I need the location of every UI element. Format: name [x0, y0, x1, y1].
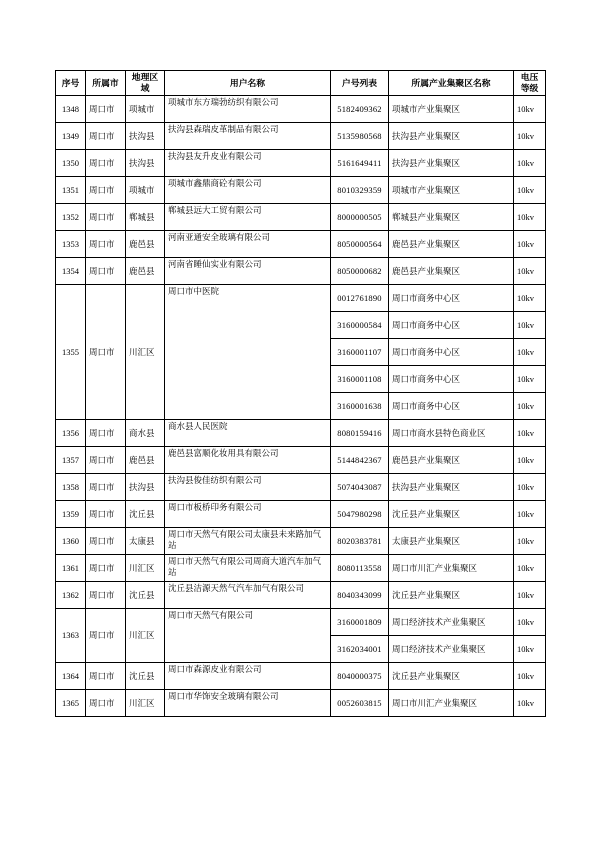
cell-region: 郸城县: [126, 204, 165, 231]
cell-account-number: 5047980298: [331, 501, 389, 528]
cell-user-name: 周口市华饰安全玻璃有限公司: [165, 690, 331, 717]
cell-seq: 1355: [56, 285, 86, 420]
cell-account-number: 3160001108: [331, 366, 389, 393]
cell-cluster-name: 郸城县产业集聚区: [389, 204, 514, 231]
cell-user-name: 河南亚通安全玻璃有限公司: [165, 231, 331, 258]
table-row: [56, 690, 546, 717]
cell-user-name: 扶沟县友升皮业有限公司: [165, 150, 331, 177]
table-header-row: [56, 71, 546, 96]
cell-region: 沈丘县: [126, 663, 165, 690]
table-row: [56, 177, 546, 204]
cell-account-number: 8020383781: [331, 528, 389, 555]
cell-city: 周口市: [86, 447, 126, 474]
cell-seq: 1353: [56, 231, 86, 258]
cell-voltage-level: 10kv: [514, 555, 546, 582]
cell-account-number: 0012761890: [331, 285, 389, 312]
table-row: [56, 420, 546, 447]
table-row: [56, 258, 546, 285]
cell-region: 项城市: [126, 96, 165, 123]
cell-account-number: 3162034001: [331, 636, 389, 663]
cell-region: 沈丘县: [126, 501, 165, 528]
cell-region: 川汇区: [126, 609, 165, 663]
cell-seq: 1358: [56, 474, 86, 501]
cell-voltage-level: 10kv: [514, 582, 546, 609]
cell-seq: 1365: [56, 690, 86, 717]
cell-cluster-name: 周口市商务中心区: [389, 393, 514, 420]
cell-voltage-level: 10kv: [514, 609, 546, 636]
table-row: [56, 528, 546, 555]
cell-cluster-name: 周口市商水县特色商业区: [389, 420, 514, 447]
cell-seq: 1354: [56, 258, 86, 285]
cell-voltage-level: 10kv: [514, 528, 546, 555]
cell-cluster-name: 周口市川汇产业集聚区: [389, 555, 514, 582]
cell-region: 太康县: [126, 528, 165, 555]
cell-voltage-level: 10kv: [514, 501, 546, 528]
cell-account-number: 8010329359: [331, 177, 389, 204]
cell-cluster-name: 沈丘县产业集聚区: [389, 582, 514, 609]
cell-cluster-name: 项城市产业集聚区: [389, 177, 514, 204]
cell-user-name: 周口市天然气有限公司: [165, 609, 331, 663]
cell-seq: 1351: [56, 177, 86, 204]
cell-user-name: 周口市天然气有限公司周商大道汽车加气站: [165, 555, 331, 582]
cell-city: 周口市: [86, 96, 126, 123]
table-body: [56, 96, 546, 717]
table-row: [56, 582, 546, 609]
header-cell-cluster: 所属产业集聚区名称: [389, 71, 514, 96]
cell-city: 周口市: [86, 420, 126, 447]
cell-seq: 1361: [56, 555, 86, 582]
cell-account-number: 3160001809: [331, 609, 389, 636]
table-row: [56, 474, 546, 501]
table-row: [56, 447, 546, 474]
cell-voltage-level: 10kv: [514, 150, 546, 177]
cell-cluster-name: 项城市产业集聚区: [389, 96, 514, 123]
cell-seq: 1350: [56, 150, 86, 177]
cell-user-name: 周口市森源皮业有限公司: [165, 663, 331, 690]
cell-account-number: 8050000564: [331, 231, 389, 258]
cell-city: 周口市: [86, 690, 126, 717]
cell-city: 周口市: [86, 582, 126, 609]
cell-user-name: 河南省睡仙实业有限公司: [165, 258, 331, 285]
cell-voltage-level: 10kv: [514, 177, 546, 204]
table-row: [56, 663, 546, 690]
header-cell-voltage: 电压等级: [514, 71, 546, 96]
cell-voltage-level: 10kv: [514, 690, 546, 717]
cell-cluster-name: 沈丘县产业集聚区: [389, 501, 514, 528]
cell-voltage-level: 10kv: [514, 339, 546, 366]
cell-seq: 1356: [56, 420, 86, 447]
cell-user-name: 扶沟县森瑞皮革制品有限公司: [165, 123, 331, 150]
table-row: [56, 204, 546, 231]
cell-city: 周口市: [86, 177, 126, 204]
table-row: [56, 609, 546, 636]
cell-region: 商水县: [126, 420, 165, 447]
cell-user-name: 项城市鑫鼎商砼有限公司: [165, 177, 331, 204]
cell-region: 扶沟县: [126, 474, 165, 501]
cell-city: 周口市: [86, 285, 126, 420]
cell-cluster-name: 周口市商务中心区: [389, 285, 514, 312]
cell-user-name: 郸城县远大工贸有限公司: [165, 204, 331, 231]
cell-cluster-name: 周口市川汇产业集聚区: [389, 690, 514, 717]
cell-voltage-level: 10kv: [514, 312, 546, 339]
header-cell-region: 地理区域: [126, 71, 165, 96]
cell-seq: 1362: [56, 582, 86, 609]
table-row: [56, 96, 546, 123]
cell-user-name: 鹿邑县富顺化妆用具有限公司: [165, 447, 331, 474]
cell-cluster-name: 周口市商务中心区: [389, 339, 514, 366]
cell-user-name: 周口市天然气有限公司太康县未来路加气站: [165, 528, 331, 555]
cell-account-number: 8080113558: [331, 555, 389, 582]
cell-region: 扶沟县: [126, 150, 165, 177]
cell-cluster-name: 扶沟县产业集聚区: [389, 150, 514, 177]
cell-voltage-level: 10kv: [514, 393, 546, 420]
cell-cluster-name: 周口市商务中心区: [389, 312, 514, 339]
cell-account-number: 5135980568: [331, 123, 389, 150]
cell-cluster-name: 周口经济技术产业集聚区: [389, 609, 514, 636]
cell-user-name: 周口市板桥印务有限公司: [165, 501, 331, 528]
cell-user-name: 沈丘县洁源天然气汽车加气有限公司: [165, 582, 331, 609]
table-row: [56, 123, 546, 150]
cell-city: 周口市: [86, 123, 126, 150]
cell-city: 周口市: [86, 204, 126, 231]
cell-city: 周口市: [86, 663, 126, 690]
cell-account-number: 8040343099: [331, 582, 389, 609]
header-cell-seq: 序号: [56, 71, 86, 96]
cell-region: 项城市: [126, 177, 165, 204]
cell-seq: 1349: [56, 123, 86, 150]
cell-voltage-level: 10kv: [514, 636, 546, 663]
cell-account-number: 3160000584: [331, 312, 389, 339]
cell-city: 周口市: [86, 555, 126, 582]
cell-account-number: 8080159416: [331, 420, 389, 447]
cell-cluster-name: 太康县产业集聚区: [389, 528, 514, 555]
cell-cluster-name: 扶沟县产业集聚区: [389, 123, 514, 150]
cell-voltage-level: 10kv: [514, 285, 546, 312]
header-cell-user: 用户名称: [165, 71, 331, 96]
table-row: [56, 501, 546, 528]
cell-city: 周口市: [86, 231, 126, 258]
cell-city: 周口市: [86, 609, 126, 663]
cell-user-name: 周口市中医院: [165, 285, 331, 420]
cell-region: 川汇区: [126, 555, 165, 582]
cell-voltage-level: 10kv: [514, 447, 546, 474]
cell-region: 鹿邑县: [126, 231, 165, 258]
cell-cluster-name: 扶沟县产业集聚区: [389, 474, 514, 501]
cell-city: 周口市: [86, 474, 126, 501]
cell-account-number: 3160001107: [331, 339, 389, 366]
cell-voltage-level: 10kv: [514, 366, 546, 393]
header-cell-city: 所属市: [86, 71, 126, 96]
cell-region: 鹿邑县: [126, 447, 165, 474]
cell-voltage-level: 10kv: [514, 204, 546, 231]
cell-voltage-level: 10kv: [514, 123, 546, 150]
table-row: [56, 285, 546, 312]
cell-seq: 1364: [56, 663, 86, 690]
cell-seq: 1348: [56, 96, 86, 123]
user-account-table: [55, 70, 546, 717]
cell-city: 周口市: [86, 258, 126, 285]
cell-region: 川汇区: [126, 285, 165, 420]
cell-cluster-name: 鹿邑县产业集聚区: [389, 231, 514, 258]
cell-seq: 1357: [56, 447, 86, 474]
cell-cluster-name: 周口市商务中心区: [389, 366, 514, 393]
cell-voltage-level: 10kv: [514, 258, 546, 285]
cell-user-name: 扶沟县俊佳纺织有限公司: [165, 474, 331, 501]
cell-city: 周口市: [86, 528, 126, 555]
cell-cluster-name: 鹿邑县产业集聚区: [389, 258, 514, 285]
table-row: [56, 231, 546, 258]
table-row: [56, 555, 546, 582]
cell-account-number: 5161649411: [331, 150, 389, 177]
header-cell-account: 户号列表: [331, 71, 389, 96]
cell-region: 沈丘县: [126, 582, 165, 609]
table-row: [56, 150, 546, 177]
cell-voltage-level: 10kv: [514, 663, 546, 690]
cell-user-name: 商水县人民医院: [165, 420, 331, 447]
cell-region: 川汇区: [126, 690, 165, 717]
cell-seq: 1360: [56, 528, 86, 555]
cell-seq: 1352: [56, 204, 86, 231]
cell-region: 扶沟县: [126, 123, 165, 150]
cell-user-name: 项城市东方瑞勃纺织有限公司: [165, 96, 331, 123]
cell-city: 周口市: [86, 501, 126, 528]
cell-voltage-level: 10kv: [514, 96, 546, 123]
cell-voltage-level: 10kv: [514, 474, 546, 501]
cell-voltage-level: 10kv: [514, 231, 546, 258]
cell-account-number: 3160001638: [331, 393, 389, 420]
cell-account-number: 5074043087: [331, 474, 389, 501]
cell-account-number: 5182409362: [331, 96, 389, 123]
cell-account-number: 8040000375: [331, 663, 389, 690]
cell-cluster-name: 周口经济技术产业集聚区: [389, 636, 514, 663]
cell-account-number: 8000000505: [331, 204, 389, 231]
cell-seq: 1359: [56, 501, 86, 528]
cell-cluster-name: 沈丘县产业集聚区: [389, 663, 514, 690]
cell-seq: 1363: [56, 609, 86, 663]
cell-city: 周口市: [86, 150, 126, 177]
cell-account-number: 8050000682: [331, 258, 389, 285]
cell-region: 鹿邑县: [126, 258, 165, 285]
cell-account-number: 5144842367: [331, 447, 389, 474]
cell-voltage-level: 10kv: [514, 420, 546, 447]
cell-account-number: 0052603815: [331, 690, 389, 717]
cell-cluster-name: 鹿邑县产业集聚区: [389, 447, 514, 474]
